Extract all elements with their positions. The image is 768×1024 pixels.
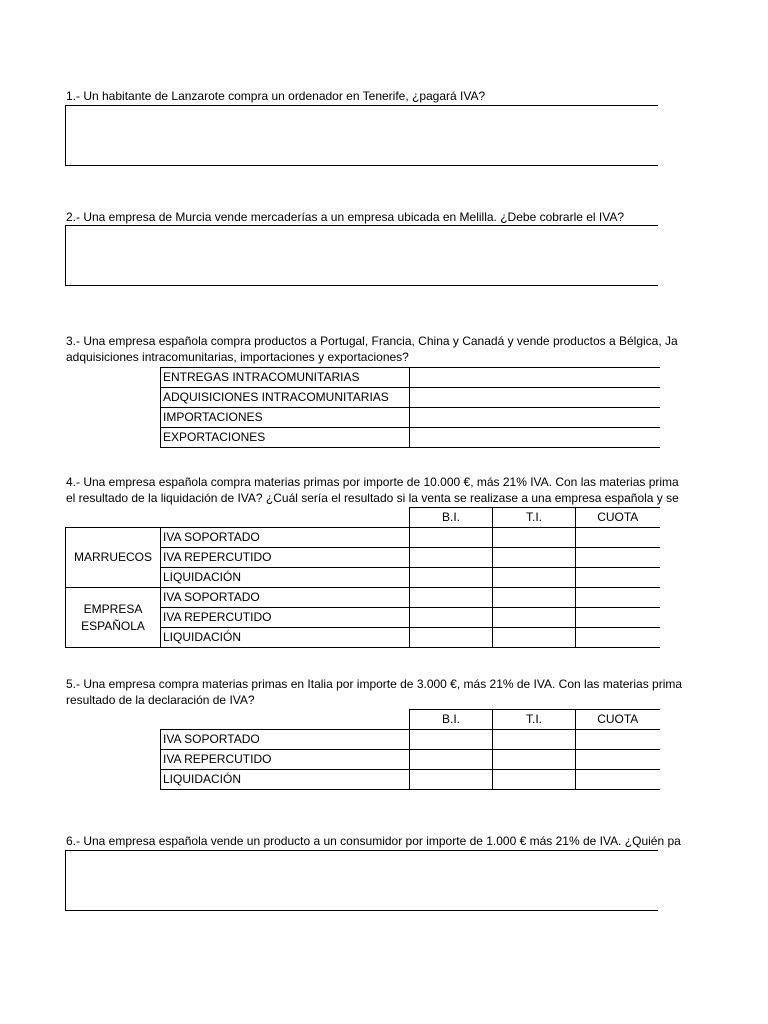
answer-box-1[interactable] (65, 105, 658, 166)
header-cuota: CUOTA (576, 710, 660, 730)
question-4-line-1: 4.- Una empresa española compra materias primas por importe de 10.000 €, más 21% IVA. Con las materias prima (66, 475, 679, 489)
answer-cell[interactable] (493, 568, 576, 588)
header-ti: T.I. (493, 710, 576, 730)
table-row (161, 730, 660, 750)
answer-cell[interactable] (576, 750, 660, 770)
answer-cell[interactable] (493, 548, 576, 568)
answer-cell[interactable] (576, 730, 660, 750)
answer-cell[interactable] (576, 548, 660, 568)
header-cuota: CUOTA (576, 508, 660, 528)
answer-cell[interactable] (410, 628, 493, 648)
row-label: LIQUIDACIÓN (161, 568, 410, 588)
answer-cell[interactable] (410, 730, 493, 750)
answer-cell[interactable] (410, 428, 660, 448)
question-4-line-2: el resultado de la liquidación de IVA? ¿Cuál sería el resultado si la venta se realizase a una empresa española y se (66, 491, 679, 505)
answer-cell[interactable] (576, 588, 660, 608)
answer-cell[interactable] (410, 770, 493, 790)
answer-box-2[interactable] (65, 225, 658, 286)
row-label: IVA SOPORTADO (161, 588, 410, 608)
group-label-empresa-espanola: EMPRESA ESPAÑOLA (66, 588, 161, 648)
answer-cell[interactable] (410, 528, 493, 548)
answer-cell[interactable] (576, 628, 660, 648)
table-header-row (161, 710, 660, 730)
table-row (66, 528, 660, 548)
header-ti: T.I. (493, 508, 576, 528)
answer-cell[interactable] (410, 750, 493, 770)
question-4-table (65, 507, 660, 648)
row-label: ADQUISICIONES INTRACOMUNITARIAS (161, 388, 410, 408)
answer-cell[interactable] (410, 568, 493, 588)
question-5-table (160, 709, 660, 790)
question-2-text: 2.- Una empresa de Murcia vende mercaderías a un empresa ubicada en Melilla. ¿Debe cobrarle el IVA? (66, 210, 625, 224)
question-5-line-1: 5.- Una empresa compra materias primas en Italia por importe de 3.000 €, más 21% de IVA. Con las materias prima (66, 677, 683, 691)
table-row (161, 770, 660, 790)
answer-cell[interactable] (493, 750, 576, 770)
answer-cell[interactable] (410, 368, 660, 388)
row-label: EXPORTACIONES (161, 428, 410, 448)
table-row (161, 428, 660, 448)
table-row (161, 408, 660, 428)
row-label: IVA SOPORTADO (161, 528, 410, 548)
row-label: IVA REPERCUTIDO (161, 608, 410, 628)
table-header-row (66, 508, 660, 528)
row-label: LIQUIDACIÓN (161, 770, 410, 790)
answer-cell[interactable] (493, 608, 576, 628)
row-label: IVA SOPORTADO (161, 730, 410, 750)
table-row (66, 588, 660, 608)
answer-cell[interactable] (493, 628, 576, 648)
question-3-line-1: 3.- Una empresa española compra productos a Portugal, Francia, China y Canadá y vende productos a Bélgica, Ja (66, 334, 678, 348)
row-label: IVA REPERCUTIDO (161, 548, 410, 568)
answer-cell[interactable] (493, 588, 576, 608)
answer-cell[interactable] (410, 408, 660, 428)
row-label: LIQUIDACIÓN (161, 628, 410, 648)
group-label-marruecos: MARRUECOS (66, 528, 161, 588)
answer-cell[interactable] (410, 548, 493, 568)
question-1-text: 1.- Un habitante de Lanzarote compra un ordenador en Tenerife, ¿pagará IVA? (66, 89, 486, 103)
answer-cell[interactable] (410, 388, 660, 408)
question-3-line-2: adquisiciones intracomunitarias, importaciones y exportaciones? (66, 350, 409, 364)
answer-cell[interactable] (410, 588, 493, 608)
table-row (161, 750, 660, 770)
question-3-table (160, 367, 660, 448)
question-5-line-2: resultado de la declaración de IVA? (66, 693, 255, 707)
header-bi: B.I. (410, 710, 493, 730)
header-bi: B.I. (410, 508, 493, 528)
row-label: ENTREGAS INTRACOMUNITARIAS (161, 368, 410, 388)
answer-cell[interactable] (493, 730, 576, 750)
answer-cell[interactable] (576, 608, 660, 628)
question-6-text: 6.- Una empresa española vende un producto a un consumidor por importe de 1.000 € más 21% de IVA. ¿Quién pa (66, 834, 681, 848)
answer-cell[interactable] (493, 770, 576, 790)
answer-cell[interactable] (493, 528, 576, 548)
table-row (161, 388, 660, 408)
row-label: IMPORTACIONES (161, 408, 410, 428)
answer-cell[interactable] (576, 568, 660, 588)
answer-box-6[interactable] (65, 850, 658, 911)
answer-cell[interactable] (410, 608, 493, 628)
table-row (161, 368, 660, 388)
answer-cell[interactable] (576, 770, 660, 790)
row-label: IVA REPERCUTIDO (161, 750, 410, 770)
answer-cell[interactable] (576, 528, 660, 548)
